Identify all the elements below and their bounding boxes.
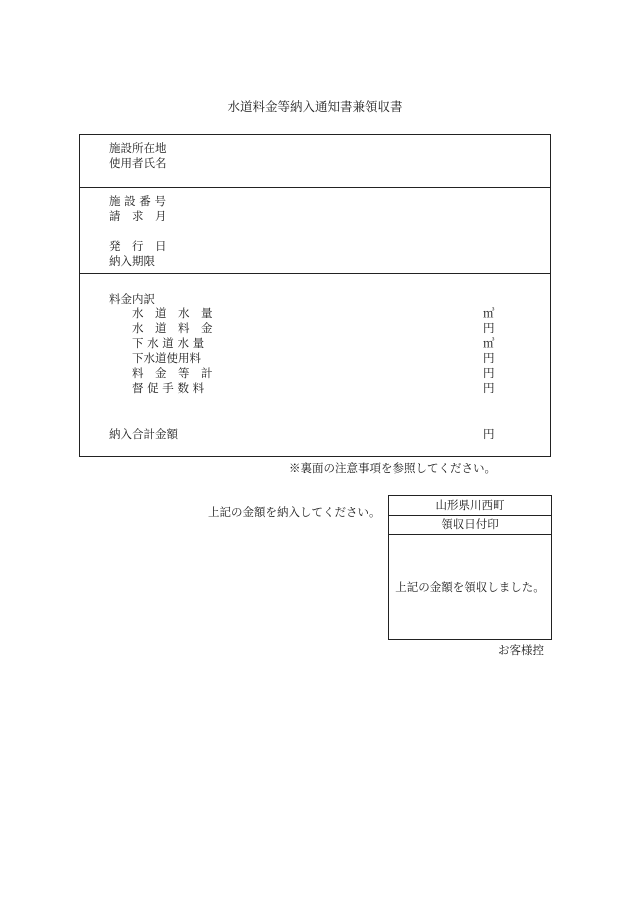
charge-item-unit: 円 <box>483 381 495 395</box>
receipt-stamp-box <box>388 495 552 640</box>
section-divider-1 <box>80 187 550 188</box>
facility-address-label: 施設所在地 <box>109 141 167 155</box>
billing-month-label: 請 求 月 <box>109 209 167 223</box>
charges-heading: 料金内訳 <box>109 292 155 306</box>
charge-item-unit: 円 <box>483 321 495 335</box>
issue-date-label: 発 行 日 <box>109 239 167 253</box>
facility-number-label: 施 設 番 号 <box>109 194 166 208</box>
charge-item-unit: 円 <box>483 366 495 380</box>
charge-item-label: 下水道使用料 <box>132 351 201 365</box>
section-divider-2 <box>80 273 550 274</box>
reverse-side-note: ※裏面の注意事項を参照してください。 <box>289 461 496 475</box>
charge-item-label: 料 金 等 計 <box>132 366 213 380</box>
charge-item-unit: ㎥ <box>483 336 495 350</box>
received-confirmation-text: 上記の金額を領収しました。 <box>395 580 545 594</box>
due-date-label: 納入期限 <box>109 254 155 268</box>
total-amount-unit: 円 <box>483 427 495 441</box>
payment-request-text: 上記の金額を納入してください。 <box>208 505 381 519</box>
charge-item-label: 水 道 水 量 <box>132 306 213 320</box>
charge-item-label: 下 水 道 水 量 <box>132 336 205 350</box>
user-name-label: 使用者氏名 <box>109 156 167 170</box>
charge-item-label: 督 促 手 数 料 <box>132 381 205 395</box>
receipt-date-stamp-label: 領収日付印 <box>441 517 499 531</box>
customer-copy-label: お客様控 <box>498 643 544 657</box>
total-amount-label: 納入合計金額 <box>109 427 178 441</box>
charge-item-unit: ㎥ <box>483 306 495 320</box>
charge-item-label: 水 道 料 金 <box>132 321 213 335</box>
notice-table <box>79 134 551 457</box>
page-title: 水道料金等納入通知書兼領収書 <box>227 99 403 114</box>
issuer-name: 山形県川西町 <box>435 498 505 512</box>
stamp-divider-2 <box>389 534 551 535</box>
charge-item-unit: 円 <box>483 351 495 365</box>
